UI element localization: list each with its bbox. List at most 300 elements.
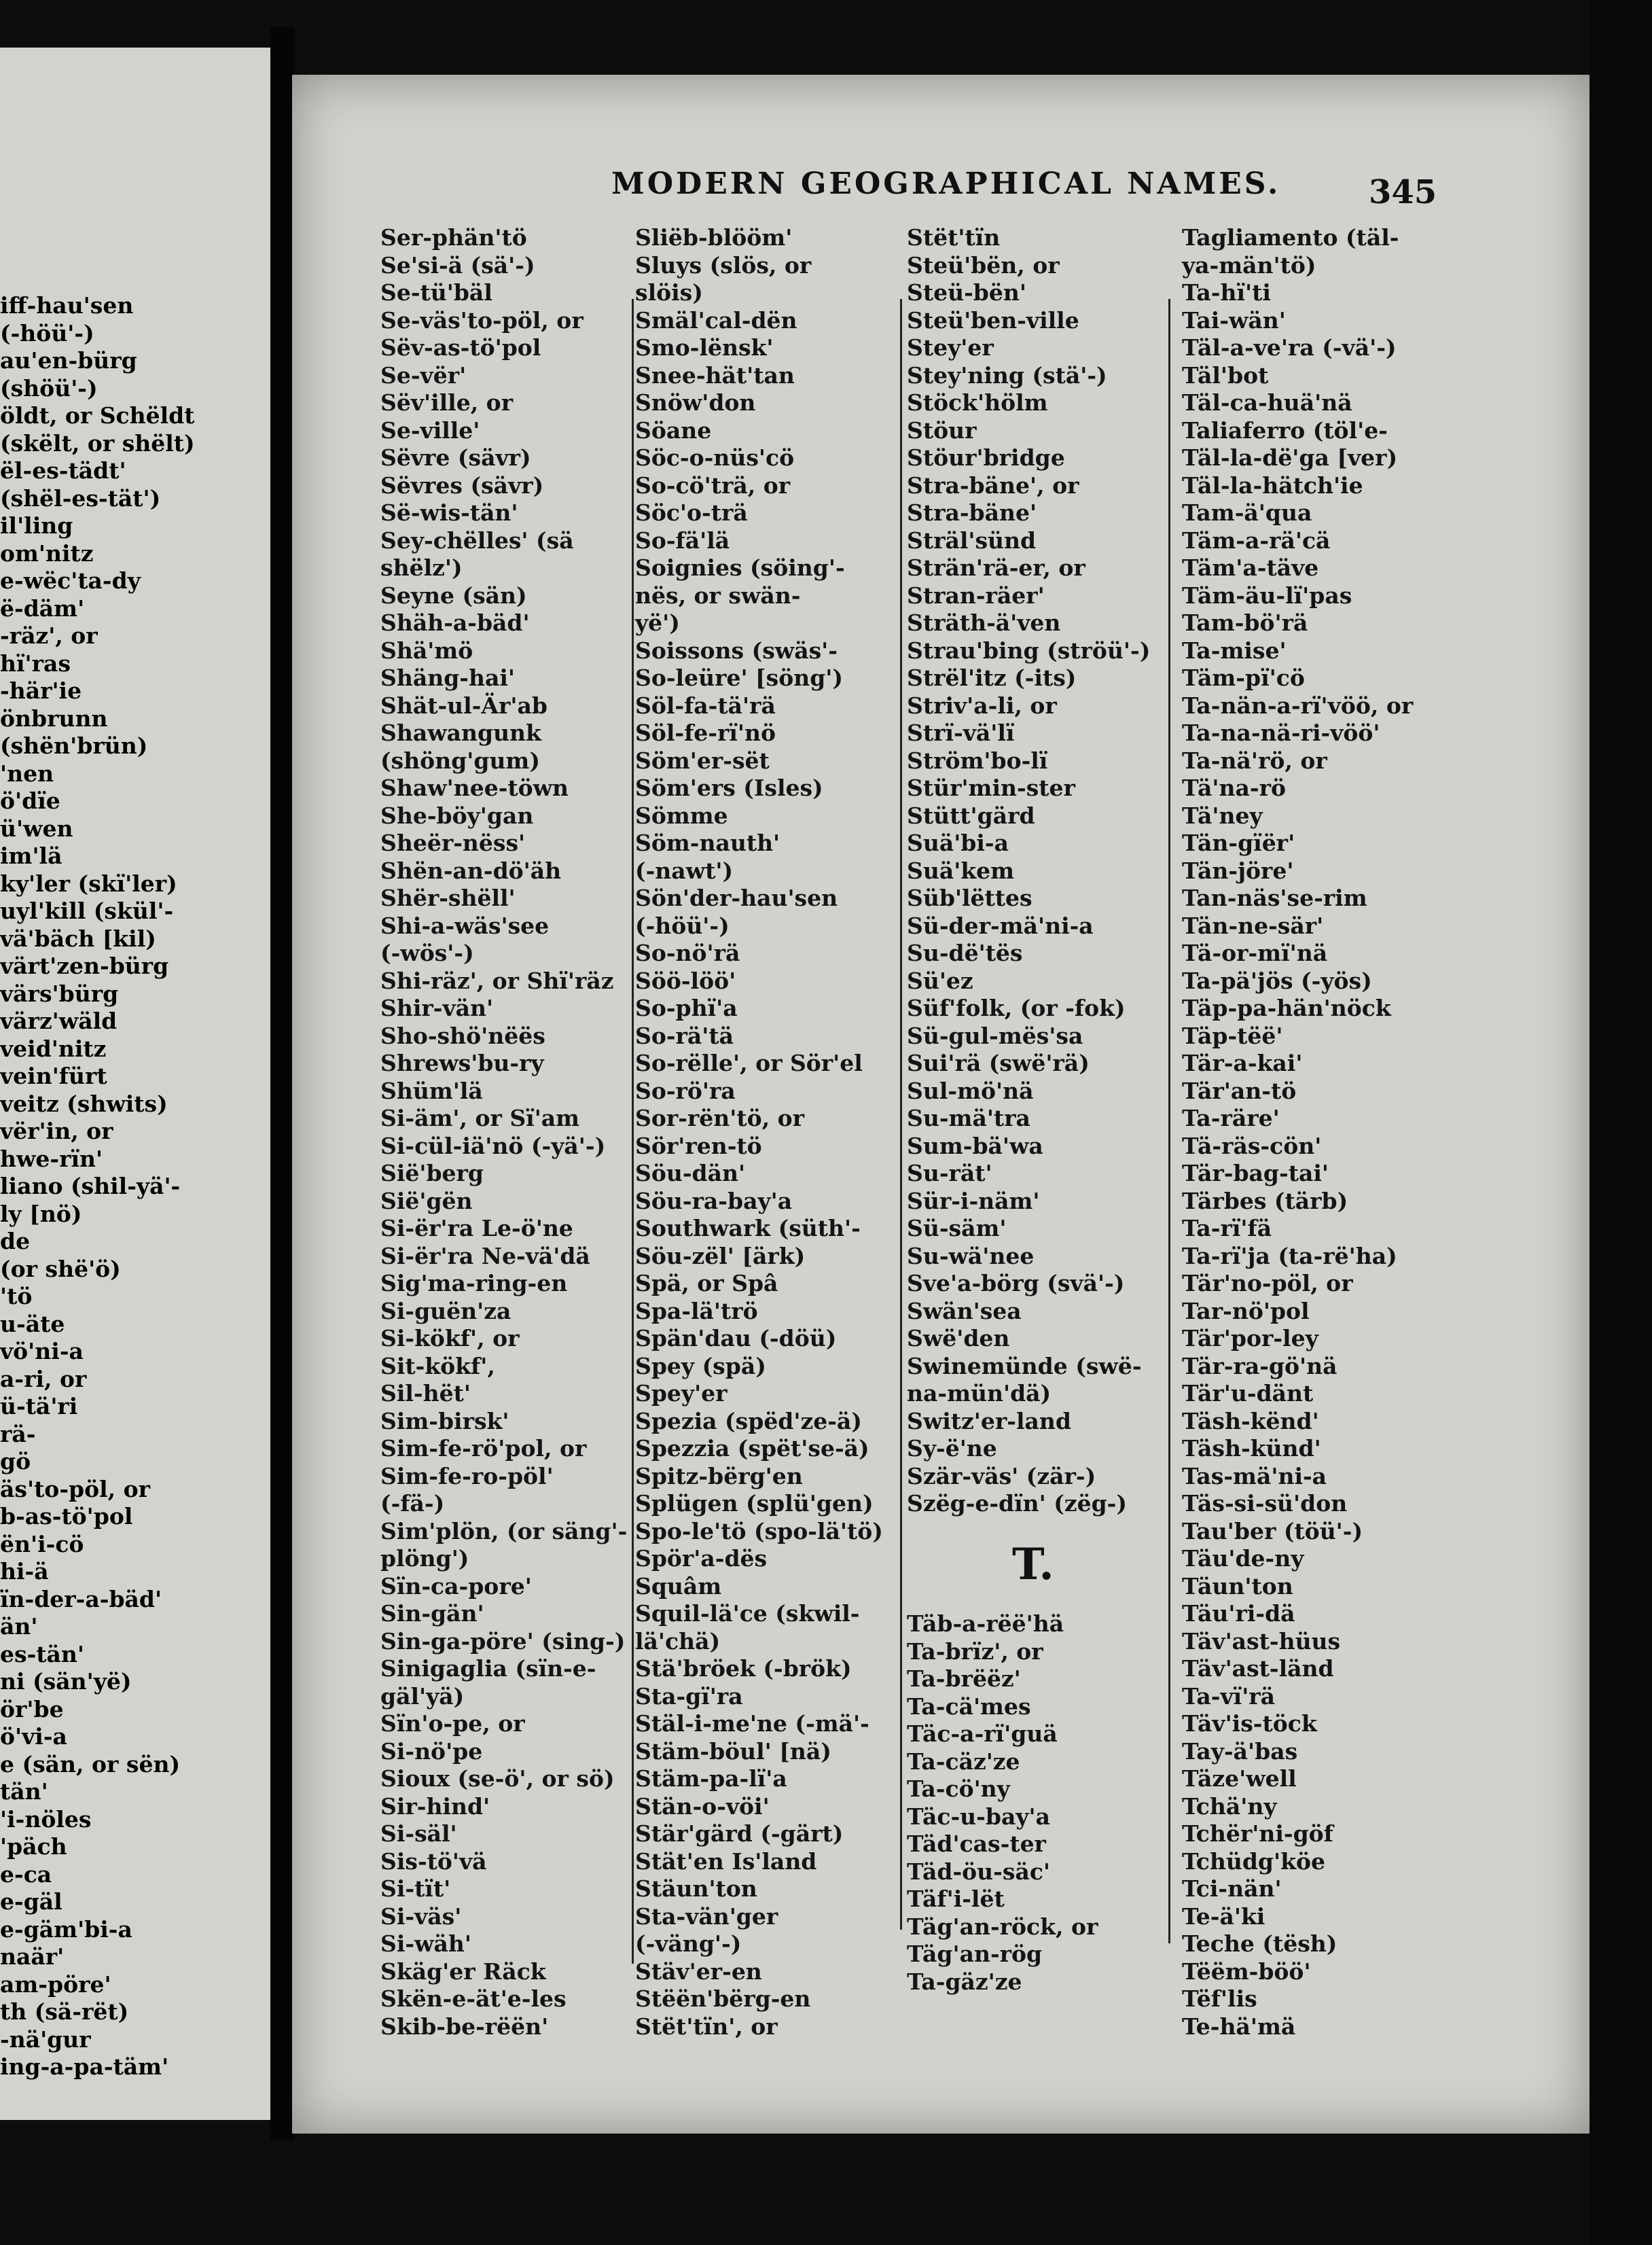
name-entry: Tci-nän' xyxy=(1182,1875,1282,1902)
name-entry: Shäng-hai' xyxy=(380,665,515,691)
name-entry: Täc-a-rï'guä xyxy=(907,1720,1058,1747)
name-entry: om'nitz xyxy=(0,540,94,567)
name-entry: a-ri, or xyxy=(0,1365,87,1392)
name-entry: Tär'an-tö xyxy=(1182,1077,1297,1104)
name-entry: Ta-cäz'ze xyxy=(907,1748,1020,1775)
name-entry: Shä'mö xyxy=(380,637,473,664)
name-entry: Sëvre (sävr) xyxy=(380,444,531,471)
name-entry: e (sän, or sën) xyxy=(0,1750,181,1778)
name-entry: Tas-mä'ni-a xyxy=(1182,1462,1327,1489)
name-entry: Tär'por-ley xyxy=(1182,1325,1318,1351)
name-entry: e-ca xyxy=(0,1860,52,1888)
name-entry: Sil-hët' xyxy=(380,1380,471,1407)
name-entry: il'ling xyxy=(0,512,73,539)
name-entry: Szär-väs' (zär-) xyxy=(907,1462,1096,1489)
name-entry: e-gäl xyxy=(0,1888,62,1915)
name-entry: Striv'a-li, or xyxy=(907,692,1057,719)
name-entry: Sve'a-börg (svä'-) xyxy=(907,1270,1125,1296)
name-entry: Söu-ra-bay'a xyxy=(635,1187,793,1214)
name-entry: (-fä-) xyxy=(380,1490,445,1517)
name-entry: Stät'en Is'land xyxy=(635,1848,817,1875)
name-entry: Ta-mise' xyxy=(1182,637,1287,664)
name-entry: So-rö'ra xyxy=(635,1077,736,1104)
name-entry: ü'wen xyxy=(0,815,73,842)
name-entry: Sta-vän'ger xyxy=(635,1903,778,1930)
name-entry: Shër-shëll' xyxy=(380,885,516,911)
name-entry: So-cö'trä, or xyxy=(635,472,791,499)
name-entry: Ta-hï'ti xyxy=(1182,279,1271,306)
name-entry: Seyne (sän) xyxy=(380,582,527,609)
name-entry: (-höü'-) xyxy=(0,319,94,347)
name-entry: Su-rät' xyxy=(907,1160,992,1186)
name-entry: Tär'no-pöl, or xyxy=(1182,1270,1353,1296)
name-entry: Ta-räre' xyxy=(1182,1105,1280,1131)
name-entry: e-wëc'ta-dy xyxy=(0,567,141,594)
name-entry: hi-ä xyxy=(0,1558,49,1585)
name-entry: Shi-a-wäs'see xyxy=(380,912,550,939)
name-entry: hï'ras xyxy=(0,650,71,677)
name-entry: Shën-an-dö'äh xyxy=(380,857,562,884)
name-entry: Skib-be-rëën' xyxy=(380,2013,549,2040)
name-entry: Sön'der-hau'sen xyxy=(635,885,838,911)
name-entry: vä'bäch [kil) xyxy=(0,925,156,952)
name-entry: Sömme xyxy=(635,802,728,829)
name-entry: Söl-fe-rï'nö xyxy=(635,720,776,746)
name-entry: Sy-ë'ne xyxy=(907,1435,997,1462)
name-entry: Smo-lënsk' xyxy=(635,334,774,361)
name-entry: Tän-gïër' xyxy=(1182,830,1295,856)
name-entry: Spä, or Spâ xyxy=(635,1270,778,1296)
name-entry: Soignies (söing'- xyxy=(635,554,845,581)
name-entry: Täm-pï'cö xyxy=(1182,665,1305,691)
name-entry: Si-wäh' xyxy=(380,1930,471,1957)
name-entry: Stöur'bridge xyxy=(907,444,1065,471)
name-entry: Si-säl' xyxy=(380,1820,457,1847)
name-entry: Ser-phän'tö xyxy=(380,224,527,251)
name-entry: Täun'ton xyxy=(1182,1572,1293,1599)
name-entry: Ta-na-nä-ri-vöö' xyxy=(1182,720,1380,746)
name-entry: (shën'brün) xyxy=(0,732,148,759)
name-entry: Su-mä'tra xyxy=(907,1105,1030,1131)
name-entry: Shüm'lä xyxy=(380,1077,483,1104)
name-entry: Söm-nauth' xyxy=(635,830,780,856)
name-entry: Söc'o-trä xyxy=(635,499,748,526)
name-entry: Si-ër'ra Ne-vä'dä xyxy=(380,1242,590,1269)
name-entry: Täze'well xyxy=(1182,1765,1297,1792)
name-entry: Ta-nä'rö, or xyxy=(1182,747,1327,774)
name-entry: Tär-ra-gö'nä xyxy=(1182,1352,1337,1379)
name-entry: Tan-näs'se-rim xyxy=(1182,885,1367,911)
name-entry: Ta-gäz'ze xyxy=(907,1968,1022,1995)
name-entry: Täl-a-ve'ra (-vä'-) xyxy=(1182,334,1397,361)
name-entry: rä- xyxy=(0,1420,36,1447)
name-entry: So-rä'tä xyxy=(635,1022,734,1049)
name-entry: Stütt'gärd xyxy=(907,802,1035,829)
name-entry: Skën-e-ät'e-les xyxy=(380,1985,567,2012)
name-entry: Su-wä'nee xyxy=(907,1242,1035,1269)
name-entry: Sit-kökf', xyxy=(380,1352,495,1379)
name-entry: Stäl-i-me'ne (-mä'- xyxy=(635,1710,869,1737)
name-entry: hwe-rïn' xyxy=(0,1145,103,1172)
name-entry: Steü-bën' xyxy=(907,279,1026,306)
name-entry: Sul-mö'nä xyxy=(907,1077,1034,1104)
name-entry: She-böy'gan xyxy=(380,802,534,829)
name-entry: uyl'kill (skül'- xyxy=(0,898,174,924)
name-entry: Si-ër'ra Le-ö'ne xyxy=(380,1215,573,1241)
name-entry: Sïn'o-pe, or xyxy=(380,1710,525,1737)
name-entry: Söm'ers (Isles) xyxy=(635,775,823,801)
name-entry: äs'to-pöl, or xyxy=(0,1475,151,1502)
name-entry: Sum-bä'wa xyxy=(907,1132,1043,1159)
name-entry: Stär'gärd (-gärt) xyxy=(635,1820,844,1847)
name-entry: Ta-brïz', or xyxy=(907,1638,1043,1665)
name-entry: Se-tü'bäl xyxy=(380,279,492,306)
name-entry: Se-ville' xyxy=(380,417,480,444)
name-entry: slöis) xyxy=(635,279,703,306)
name-entry: (shël-es-tät') xyxy=(0,484,161,512)
name-entry: Täp-pa-hän'nöck xyxy=(1182,995,1391,1021)
name-entry: värt'zen-bürg xyxy=(0,953,169,979)
name-entry: Tay-ä'bas xyxy=(1182,1737,1298,1765)
name-entry: Smäl'cal-dën xyxy=(635,306,797,334)
name-entry: Sui'rä (swë'rä) xyxy=(907,1050,1090,1076)
name-entry: Täm'a-täve xyxy=(1182,554,1319,581)
name-entry: Tä'na-rö xyxy=(1182,775,1286,801)
name-entry: Süf'folk, (or -fok) xyxy=(907,995,1126,1021)
name-entry: na-mün'dä) xyxy=(907,1380,1052,1407)
name-entry: Si-äm', or Sï'am xyxy=(380,1105,580,1131)
name-entry: Täsh-künd' xyxy=(1182,1435,1321,1462)
name-entry: Tai-wän' xyxy=(1182,306,1286,334)
name-entry: Stöur xyxy=(907,417,977,444)
name-entry: Stä'bröek (-brök) xyxy=(635,1655,852,1682)
name-entry: Tä'ney xyxy=(1182,802,1263,829)
name-entry: Snee-hät'tan xyxy=(635,361,795,389)
name-entry: Te-hä'mä xyxy=(1182,2013,1296,2040)
name-entry: Täv'is-töck xyxy=(1182,1710,1317,1737)
name-entry: Stey'er xyxy=(907,334,994,361)
previous-page-fragment xyxy=(0,48,272,2120)
name-entry: önbrunn xyxy=(0,705,108,732)
name-entry: Shät-ul-Är'ab xyxy=(380,692,547,719)
name-entry: Si-nö'pe xyxy=(380,1737,483,1765)
name-entry: Sluys (slös, or xyxy=(635,251,812,279)
scan-border xyxy=(1590,0,1652,2245)
name-entry: Sim-birsk' xyxy=(380,1407,509,1434)
name-entry: Shir-vän' xyxy=(380,995,494,1021)
name-entry: nës, or swän- xyxy=(635,582,801,609)
name-entry: vö'ni-a xyxy=(0,1338,84,1364)
name-entry: Tchër'ni-göf xyxy=(1182,1820,1333,1847)
name-entry: Täv'ast-hüus xyxy=(1182,1627,1341,1655)
name-entry: Täc-u-bay'a xyxy=(907,1803,1050,1830)
name-entry: Së-wis-tän' xyxy=(380,499,518,526)
name-entry: au'en-bürg xyxy=(0,347,137,374)
name-entry: Tä-räs-cön' xyxy=(1182,1132,1322,1159)
name-entry: Southwark (süth'- xyxy=(635,1215,861,1241)
names-column-4 xyxy=(1182,224,1413,2040)
name-entry: Täg'an-röck, or xyxy=(907,1913,1098,1940)
name-entry: Te-ä'ki xyxy=(1182,1903,1265,1930)
name-entry: Spey'er xyxy=(635,1380,728,1407)
name-entry: ö'dïe xyxy=(0,788,60,814)
name-entry: am-pöre' xyxy=(0,1970,111,1998)
name-entry: Täl-la-dë'ga [ver) xyxy=(1182,444,1398,471)
name-entry: öldt, or Schëldt xyxy=(0,402,195,429)
name-entry: Swinemünde (swë- xyxy=(907,1352,1142,1379)
name-entry: So-phï'a xyxy=(635,995,738,1021)
name-entry: Söö-löö' xyxy=(635,967,736,994)
name-entry: Shaw'nee-töwn xyxy=(380,775,569,801)
name-entry: Sëvres (sävr) xyxy=(380,472,544,499)
name-entry: Sheër-nëss' xyxy=(380,830,526,856)
name-entry: ky'ler (skï'ler) xyxy=(0,870,177,897)
name-entry: Su-dë'tës xyxy=(907,940,1023,966)
name-entry: Stran-räer' xyxy=(907,582,1045,609)
name-entry: ly [nö) xyxy=(0,1200,82,1227)
name-entry: Tär'u-dänt xyxy=(1182,1380,1314,1407)
name-entry: Stän-o-vöi' xyxy=(635,1792,770,1820)
name-entry: Strël'itz (-its) xyxy=(907,665,1077,691)
name-entry: Söm'er-sët xyxy=(635,747,770,774)
name-entry: Strau'bing (ströü'-) xyxy=(907,637,1151,664)
name-entry: Söu-dän' xyxy=(635,1160,746,1186)
page-header xyxy=(611,166,1494,211)
name-entry: Sin-ga-pöre' (sing-) xyxy=(380,1627,626,1655)
name-entry: naär' xyxy=(0,1943,65,1970)
name-entry: Ta-brëëz' xyxy=(907,1665,1021,1692)
name-entry: th (sä-rët) xyxy=(0,1998,129,2025)
name-entry: Sü'ez xyxy=(907,967,973,994)
name-entry: Täsh-kënd' xyxy=(1182,1407,1319,1434)
name-entry: Stët'tïn xyxy=(907,224,1001,251)
name-entry: ö'vi-a xyxy=(0,1723,67,1750)
name-entry: Täl-ca-huä'nä xyxy=(1182,389,1352,416)
book-gutter xyxy=(270,27,295,2140)
name-entry: Täp-tëë' xyxy=(1182,1022,1283,1049)
name-entry: veid'nitz xyxy=(0,1035,107,1062)
name-entry: Täu'de-ny xyxy=(1182,1545,1304,1572)
name-entry: Spezia (spëd'ze-ä) xyxy=(635,1407,862,1434)
name-entry: Strän'rä-er, or xyxy=(907,554,1085,581)
name-entry: Täd'cas-ter xyxy=(907,1831,1046,1857)
name-entry: im'lä xyxy=(0,843,62,869)
name-entry: Tchüdg'köe xyxy=(1182,1848,1325,1875)
name-entry: Tëëm-böö' xyxy=(1182,1958,1311,1985)
name-entry: Ta-vï'rä xyxy=(1182,1682,1276,1710)
name-entry: b-as-tö'pol xyxy=(0,1503,133,1530)
name-entry: Stra-bäne' xyxy=(907,499,1037,526)
name-entry: (-wös'-) xyxy=(380,940,474,966)
name-entry: (or shë'ö) xyxy=(0,1255,121,1282)
name-entry: Tär-bag-tai' xyxy=(1182,1160,1329,1186)
name-entry: Sië'gën xyxy=(380,1187,473,1214)
section-letter: T. xyxy=(1012,1539,1054,1590)
name-entry: So-nö'rä xyxy=(635,940,740,966)
name-entry: Splügen (splü'gen) xyxy=(635,1490,874,1517)
name-entry: Ta-pä'jös (-yös) xyxy=(1182,967,1372,994)
name-entry: iff-hau'sen xyxy=(0,292,134,319)
name-entry: Swë'den xyxy=(907,1325,1010,1351)
name-entry: vein'fürt xyxy=(0,1063,107,1089)
name-entry: -här'ie xyxy=(0,677,82,704)
name-entry: Täd-öu-säc' xyxy=(907,1858,1051,1885)
name-entry: ing-a-pa-täm' xyxy=(0,2053,169,2080)
name-entry: yë') xyxy=(635,609,680,636)
name-entry: Squil-lä'ce (skwil- xyxy=(635,1600,860,1627)
name-entry: Tchä'ny xyxy=(1182,1792,1277,1820)
name-entry: lä'chä) xyxy=(635,1627,721,1655)
name-entry: Täg'an-rög xyxy=(907,1941,1043,1967)
name-entry: Si-guën'za xyxy=(380,1297,511,1324)
name-entry: Tä-or-mï'nä xyxy=(1182,940,1328,966)
name-entry: Skäg'er Räck xyxy=(380,1958,546,1985)
name-entry: Shi-räz', or Shï'räz xyxy=(380,967,614,994)
name-entry: Tagliamento (täl- xyxy=(1182,224,1399,251)
name-entry: Se'si-ä (sä'-) xyxy=(380,251,535,279)
name-entry: Stey'ning (stä'-) xyxy=(907,361,1107,389)
name-entry: Steü'ben-ville xyxy=(907,306,1079,334)
name-entry: Switz'er-land xyxy=(907,1407,1071,1434)
name-entry: Steü'bën, or xyxy=(907,251,1060,279)
name-entry: Sey-chëlles' (sä xyxy=(380,527,574,554)
name-entry: Sim'plön, (or säng'- xyxy=(380,1517,628,1544)
name-entry: Söc-o-nüs'cö xyxy=(635,444,795,471)
name-entry: Tar-nö'pol xyxy=(1182,1297,1310,1324)
name-entry: es-tän' xyxy=(0,1640,84,1667)
name-entry: Sig'ma-ring-en xyxy=(380,1270,568,1296)
name-entry: Söane xyxy=(635,417,712,444)
name-entry: Swän'sea xyxy=(907,1297,1022,1324)
name-entry: Szëg-e-dïn' (zëg-) xyxy=(907,1490,1127,1517)
name-entry: Ta-rï'ja (ta-rë'ha) xyxy=(1182,1242,1397,1269)
name-entry: Shäh-a-bäd' xyxy=(380,609,530,636)
name-entry: Spey (spä) xyxy=(635,1352,766,1379)
name-entry: 'päch xyxy=(0,1833,67,1860)
name-entry: Sü-säm' xyxy=(907,1215,1007,1241)
name-entry: Tam-ä'qua xyxy=(1182,499,1312,526)
name-entry: Tau'ber (töü'-) xyxy=(1182,1517,1363,1544)
name-entry: Tän-jöre' xyxy=(1182,857,1294,884)
name-entry: Stür'min-ster xyxy=(907,775,1075,801)
names-column-3-t xyxy=(907,1610,1098,1996)
name-entry: Täs-si-sü'don xyxy=(1182,1490,1348,1517)
name-entry: Stäun'ton xyxy=(635,1875,757,1902)
name-entry: Shrews'bu-ry xyxy=(380,1050,544,1076)
name-entry: Shawangunk xyxy=(380,720,541,746)
name-entry: Täu'ri-dä xyxy=(1182,1600,1295,1627)
name-entry: Stëën'bërg-en xyxy=(635,1985,811,2012)
name-entry: shëlz') xyxy=(380,554,463,581)
names-column-1 xyxy=(380,224,627,2040)
name-entry: Spezzia (spët'se-ä) xyxy=(635,1435,869,1462)
name-entry: Squâm xyxy=(635,1572,722,1599)
name-entry: Tär-a-kai' xyxy=(1182,1050,1303,1076)
name-entry: Sliëb-blööm' xyxy=(635,224,793,251)
name-entry: (skëlt, or shëlt) xyxy=(0,429,195,457)
name-entry: Tärbes (tärb) xyxy=(1182,1187,1348,1214)
name-entry: plöng') xyxy=(380,1545,469,1572)
name-entry: Strï-vä'lï xyxy=(907,720,1015,746)
name-entry: Si-väs' xyxy=(380,1903,462,1930)
column-rule xyxy=(632,299,634,1964)
name-entry: So-leüre' [söng') xyxy=(635,665,844,691)
name-entry: Täb-a-rëë'hä xyxy=(907,1610,1064,1637)
name-entry: Sis-tö'vä xyxy=(380,1848,487,1875)
name-entry: ën'i-cö xyxy=(0,1530,84,1557)
name-entry: Täl-la-hätch'ie xyxy=(1182,472,1363,499)
name-entry: Sioux (se-ö', or sö) xyxy=(380,1765,615,1792)
name-entry: värz'wäld xyxy=(0,1008,118,1034)
name-entry: Suä'kem xyxy=(907,857,1015,884)
name-entry: Stäm-böul' [nä) xyxy=(635,1737,831,1765)
name-entry: e-gäm'bi-a xyxy=(0,1915,132,1943)
name-entry: Stët'tïn', or xyxy=(635,2013,778,2040)
name-entry: u-äte xyxy=(0,1310,65,1337)
name-entry: Söu-zël' [ärk) xyxy=(635,1242,806,1269)
name-entry: Ta-nän-a-rï'vöö, or xyxy=(1182,692,1414,719)
names-column-2 xyxy=(635,224,883,2040)
name-entry: Sëv-as-tö'pol xyxy=(380,334,541,361)
name-entry: Süb'lëttes xyxy=(907,885,1032,911)
name-entry: ü-tä'ri xyxy=(0,1393,78,1419)
name-entry: Se-väs'to-pöl, or xyxy=(380,306,583,334)
name-entry: veitz (shwits) xyxy=(0,1090,168,1117)
name-entry: Spo-le'tö (spo-lä'tö) xyxy=(635,1517,883,1544)
name-entry: de xyxy=(0,1228,31,1254)
name-entry: Täm-äu-lï'pas xyxy=(1182,582,1352,609)
name-entry: Stäm-pa-lï'a xyxy=(635,1765,787,1792)
name-entry: Taliaferro (töl'e- xyxy=(1182,417,1388,444)
name-entry: Sü-gul-mës'sa xyxy=(907,1022,1083,1049)
column-rule xyxy=(900,299,902,1930)
name-entry: Täf'i-lët xyxy=(907,1886,1005,1912)
name-entry: ya-män'tö) xyxy=(1182,251,1316,279)
name-entry: 'tö xyxy=(0,1283,33,1309)
name-entry: -räz', or xyxy=(0,622,98,649)
name-entry: (-nawt') xyxy=(635,857,734,884)
name-entry: So-fä'lä xyxy=(635,527,730,554)
name-entry: Tän-ne-sär' xyxy=(1182,912,1324,939)
name-entry: Spör'a-dës xyxy=(635,1545,768,1572)
name-entry: Si-kökf', or xyxy=(380,1325,520,1351)
name-entry: Täm-a-rä'cä xyxy=(1182,527,1331,554)
name-entry: Suä'bi-a xyxy=(907,830,1009,856)
name-entry: Sträth-ä'ven xyxy=(907,609,1061,636)
running-title: MODERN GEOGRAPHICAL NAMES. xyxy=(611,166,1281,201)
page-number: 345 xyxy=(1369,173,1437,211)
name-entry: 'i-nöles xyxy=(0,1805,92,1833)
name-entry: Ta-rï'fä xyxy=(1182,1215,1272,1241)
name-entry: Spa-lä'trö xyxy=(635,1297,758,1324)
name-entry: Ström'bo-lï xyxy=(907,747,1048,774)
name-entry: Spän'dau (-döü) xyxy=(635,1325,837,1351)
name-entry: Sëv'ille, or xyxy=(380,389,514,416)
name-entry: Sïn-ca-pore' xyxy=(380,1572,532,1599)
name-entry: Täl'bot xyxy=(1182,361,1269,389)
name-entry: (-väng'-) xyxy=(635,1930,742,1957)
name-entry: än' xyxy=(0,1613,38,1640)
name-entry: Sü-der-mä'ni-a xyxy=(907,912,1094,939)
name-entry: Si-cül-iä'nö (-yä'-) xyxy=(380,1132,606,1159)
name-entry: (shöng'gum) xyxy=(380,747,540,774)
name-entry: Snöw'don xyxy=(635,389,756,416)
name-entry: Sür-i-näm' xyxy=(907,1187,1040,1214)
name-entry: Sho-shö'nëës xyxy=(380,1022,545,1049)
name-entry: Sim-fe-rö'pol, or xyxy=(380,1435,587,1462)
name-entry: Sta-gï'ra xyxy=(635,1682,743,1710)
name-entry: gäl'yä) xyxy=(380,1682,465,1710)
